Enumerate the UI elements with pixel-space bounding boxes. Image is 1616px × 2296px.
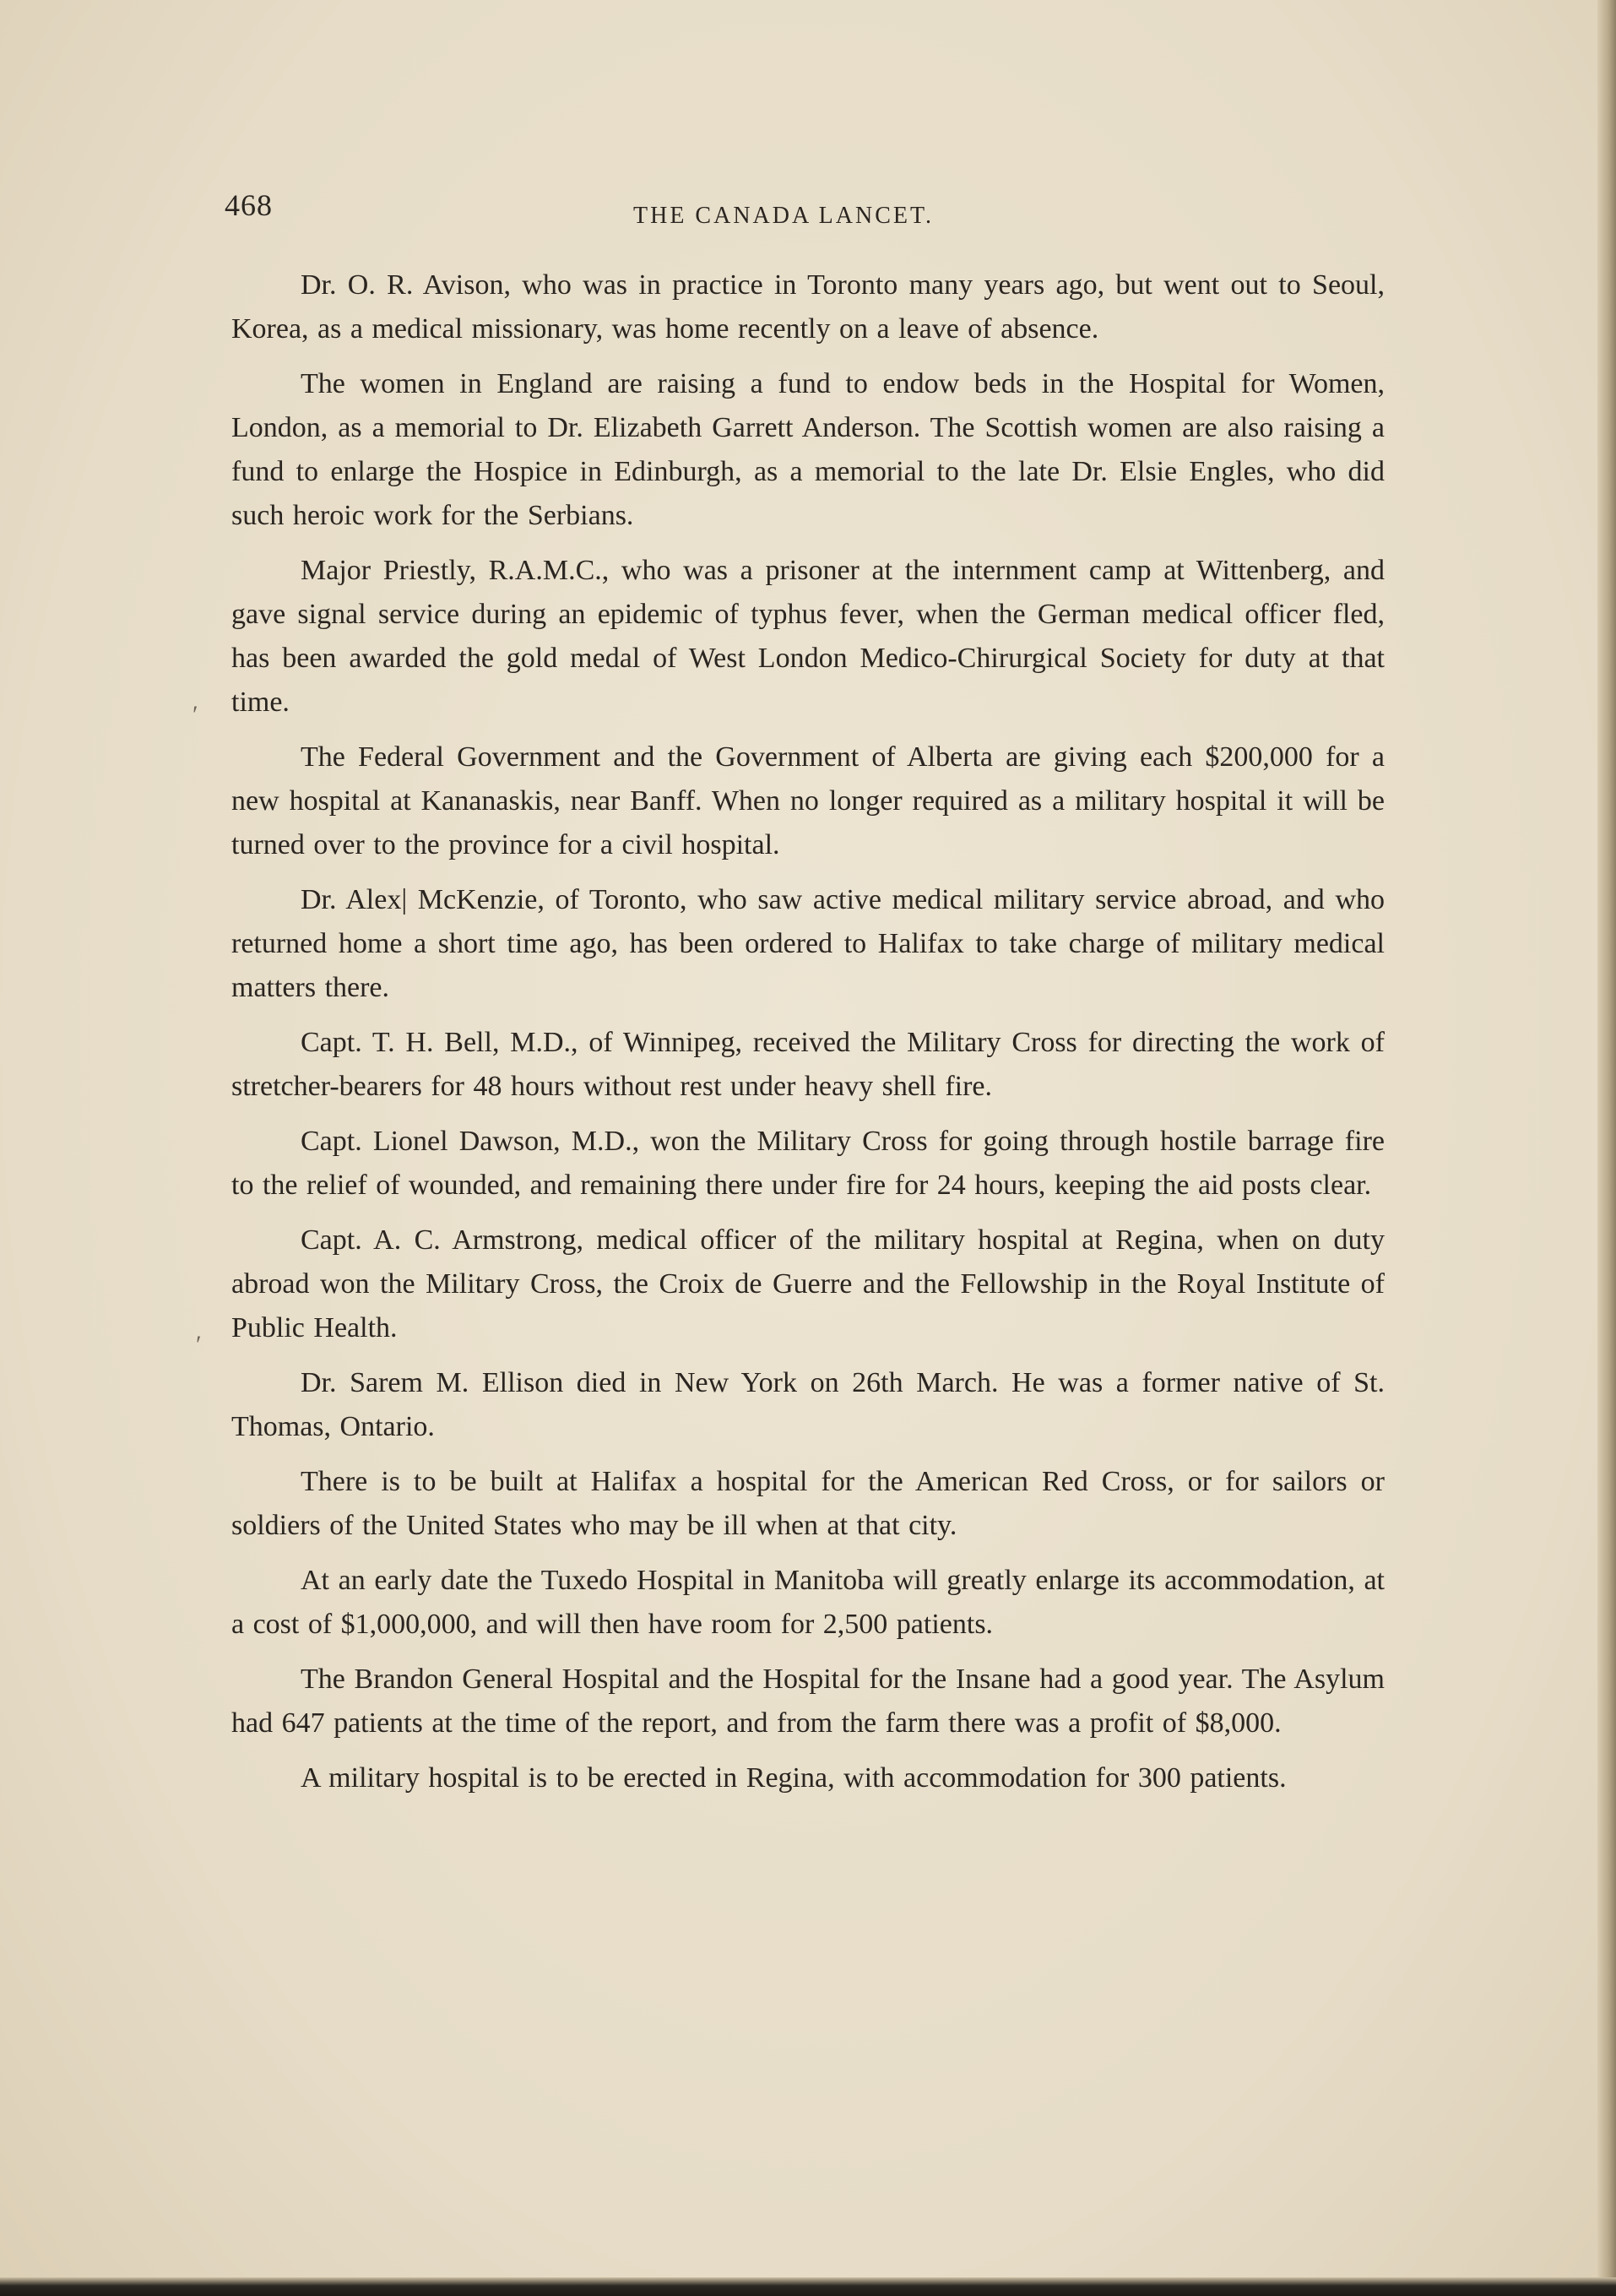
paragraph-bell: Capt. T. H. Bell, M.D., of Winnipeg, received the Military Cross for directing the work of stretcher-bearers for 48 hours without rest under heavy shell fire. xyxy=(231,1027,1385,1102)
paragraph-dawson: Capt. Lionel Dawson, M.D., won the Military Cross for going through hostile barrage fire to the relief of wounded, and remaining there under fire for 24 hours, keeping the aid posts clear. xyxy=(231,1126,1385,1201)
paragraph-halifax: There is to be built at Halifax a hospital for the American Red Cross, or for sailors or soldiers of the United States who may be ill when at that city. xyxy=(231,1466,1385,1541)
running-head: THE CANADA LANCET. xyxy=(633,203,935,229)
paragraph-brandon: The Brandon General Hospital and the Hospital for the Insane had a good year. The Asylum had 647 patients at the time of the report, and from the farm there was a profit of $8,000. xyxy=(231,1664,1385,1739)
page-edge-shadow xyxy=(1597,0,1616,2296)
page-number: 468 xyxy=(225,188,273,222)
paragraph-women-fund: The women in England are raising a fund to endow beds in the Hospital for Women, London, as a memorial to Dr. Elizabeth Garrett Anderson. The Scottish women are also raising a fund to enlarge the Hospice in Edinburgh, as a memorial to the late Dr. Elsie Engles, who did such heroic work for the Serbians. xyxy=(231,368,1385,531)
paragraph-regina: A military hospital is to be erected in Regina, with accommodation for 300 patients. xyxy=(301,1762,1287,1794)
article-body xyxy=(231,263,1385,1811)
paragraph-armstrong: Capt. A. C. Armstrong, medical officer of the military hospital at Regina, when on duty abroad won the Military Cross, the Croix de Guerre and the Fellowship in the Royal Institute of Public Health. xyxy=(231,1224,1385,1343)
page-bottom-edge xyxy=(0,2277,1616,2296)
paragraph-avison: Dr. O. R. Avison, who was in practice in Toronto many years ago, but went out to Seoul, Korea, as a medical missionary, was home recently on a leave of absence. xyxy=(231,269,1385,345)
paragraph-ellison: Dr. Sarem M. Ellison died in New York on 26th March. He was a former native of St. Thomas, Ontario. xyxy=(231,1367,1385,1442)
paragraph-tuxedo: At an early date the Tuxedo Hospital in Manitoba will greatly enlarge its accommodation, at a cost of $1,000,000, and will then have room for 2,500 patients. xyxy=(231,1565,1385,1640)
margin-pencil-mark: ′ xyxy=(193,701,198,729)
paragraph-priestly: Major Priestly, R.A.M.C., who was a prisoner at the internment camp at Wittenberg, and gave signal service during an epidemic of typhus fever, when the German medical officer fled, has been awarded the gold medal of West London Medico-Chirurgical Society for duty at that time. xyxy=(231,555,1385,718)
page-header xyxy=(225,187,1390,230)
paragraph-mckenzie: Dr. Alex| McKenzie, of Toronto, who saw active medical military service abroad, and who returned home a short time ago, has been ordered to Halifax to take charge of military medical matters there. xyxy=(231,884,1385,1003)
paragraph-kananaskis: The Federal Government and the Government of Alberta are giving each $200,000 for a new hospital at Kananaskis, near Banff. When no longer required as a military hospital it will be turned over to the province for a civil hospital. xyxy=(231,741,1385,860)
margin-pencil-mark: ′ xyxy=(196,1331,202,1359)
